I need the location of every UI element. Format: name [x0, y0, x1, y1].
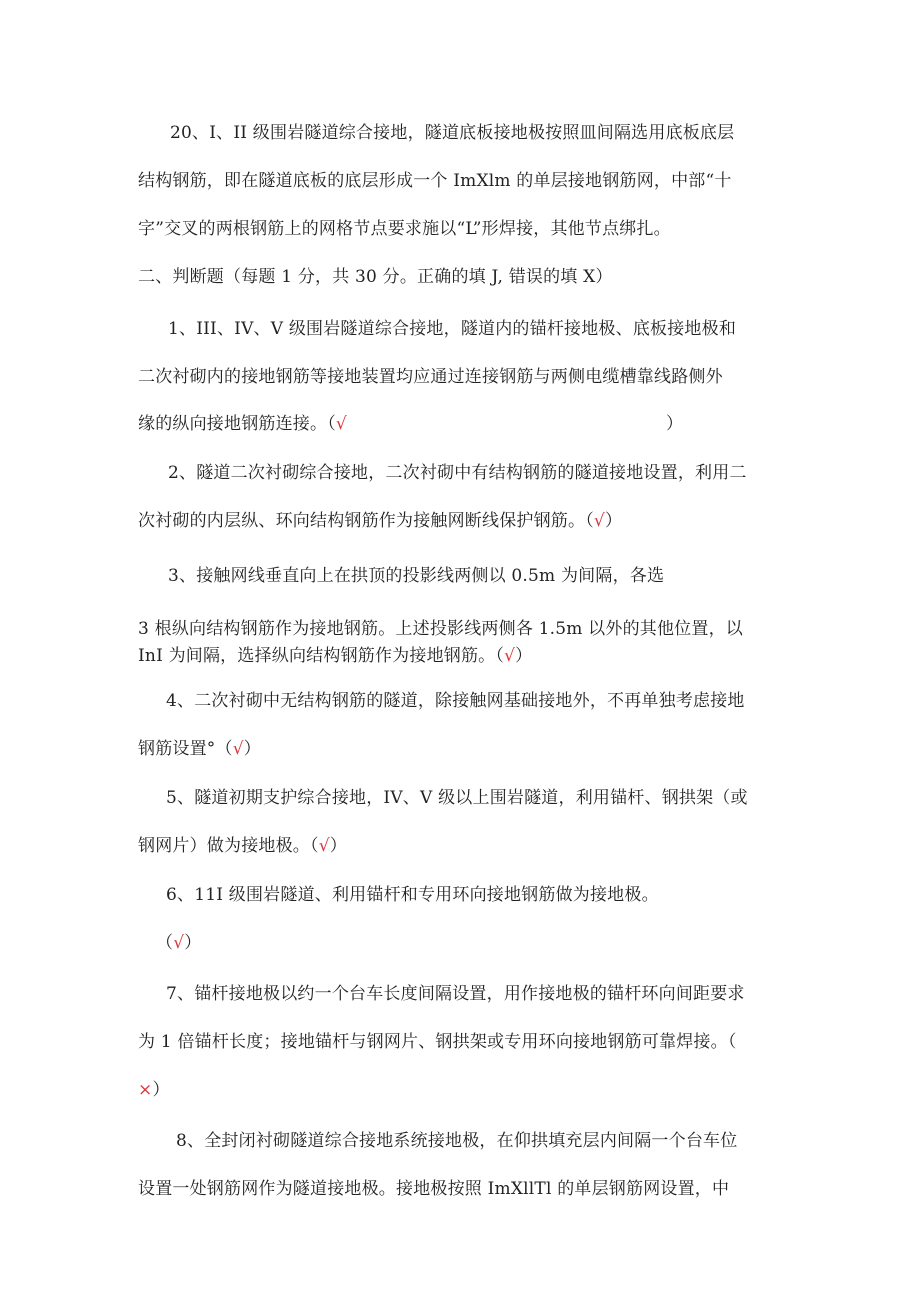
item-7-line-1: 7、锚杆接地极以约一个台车长度间隔设置，用作接地极的锚杆环向间距要求: [166, 984, 745, 1004]
section-heading: 二、判断题（每题 1 分，共 30 分。正确的填 J, 错误的填 X）: [138, 267, 613, 287]
item-7-line-2: 为 1 倍锚杆长度；接地锚杆与钢网片、钢拱架或专用环向接地钢筋可靠焊接。（: [138, 1032, 737, 1052]
item-1-line-1: 1、III、IV、V 级围岩隧道综合接地，隧道内的锚杆接地极、底板接地极和: [168, 319, 737, 339]
item-1-close-paren: ）: [666, 414, 684, 434]
item-4-line-2: [138, 738, 261, 760]
item-4-answer-mark: √: [232, 739, 244, 759]
item-1-answer-mark: √: [335, 414, 347, 434]
item-3-answer-mark: √: [504, 646, 516, 666]
q20-line-2: 结构钢筋，即在隧道底板的底层形成一个 ImXlm 的单层接地钢筋网，中部“十: [138, 171, 732, 191]
item-7-close-paren: ）: [152, 1080, 170, 1100]
item-3-close-paren: ）: [515, 646, 533, 666]
item-5-text: 钢网片）做为接地极。（: [138, 836, 319, 856]
item-5-line-1: 5、隧道初期支护综合接地，IV、V 级以上围岩隧道，利用锚杆、钢拱架（或: [166, 788, 748, 808]
item-1-text: 缘的纵向接地钢筋连接。（: [138, 414, 336, 434]
item-3-line-3: [138, 645, 532, 667]
item-6-line-1: 6、11I 级围岩隧道、利用锚杆和专用环向接地钢筋做为接地极。: [166, 885, 659, 905]
item-3-line-2: 3 根纵向结构钢筋作为接地钢筋。上述投影线两侧各 1.5m 以外的其他位置，以: [138, 619, 743, 639]
item-2-answer-mark: √: [593, 511, 605, 531]
item-6-open-paren: （: [156, 933, 174, 953]
item-4-line-1: 4、二次衬砌中无结构钢筋的隧道，除接触网基础接地外，不再单独考虑接地: [166, 691, 745, 711]
item-5-answer-mark: √: [318, 836, 330, 856]
item-7-line-3: [138, 1079, 170, 1101]
item-2-close-paren: ）: [604, 511, 623, 531]
item-8-line-1: 8、全封闭衬砌隧道综合接地系统接地极，在仰拱填充层内间隔一个台车位: [176, 1131, 738, 1151]
q20-line-3: 字”交叉的两根钢筋上的网格节点要求施以“L”形焊接，其他节点绑扎。: [138, 219, 671, 239]
item-4-text: 钢筋设置°（: [138, 739, 233, 759]
item-5-close-paren: ）: [329, 836, 347, 856]
item-1-line-3: [138, 413, 347, 435]
item-8-line-2: 设置一处钢筋网作为隧道接地极。接地极按照 ImXllTl 的单层钢筋网设置，中: [138, 1179, 730, 1199]
item-1-line-2: 二次衬砌内的接地钢筋等接地装置均应通过连接钢筋与两侧电缆槽靠线路侧外: [138, 367, 723, 387]
item-2-line-1: 2、隧道二次衬砌综合接地，二次衬砌中有结构钢筋的隧道接地设置，利用二: [168, 463, 747, 483]
item-6-line-2: [156, 932, 201, 954]
item-5-line-2: [138, 835, 347, 857]
item-3-line-1: 3、接触网线垂直向上在拱顶的投影线两侧以 0.5m 为间隔，各选: [168, 566, 665, 586]
item-6-close-paren: ）: [184, 933, 202, 953]
item-4-close-paren: ）: [243, 739, 261, 759]
item-3-text: InI 为间隔，选择纵向结构钢筋作为接地钢筋。（: [138, 646, 505, 666]
item-2-line-2: [138, 510, 622, 532]
item-2-text: 次衬砌的内层纵、环向结构钢筋作为接触网断线保护钢筋。（: [138, 511, 594, 531]
item-6-answer-mark: √: [173, 933, 185, 953]
q20-line-1: 20、I、II 级围岩隧道综合接地，隧道底板接地极按照皿间隔选用底板底层: [170, 123, 735, 143]
item-7-answer-mark: ×: [138, 1080, 153, 1100]
